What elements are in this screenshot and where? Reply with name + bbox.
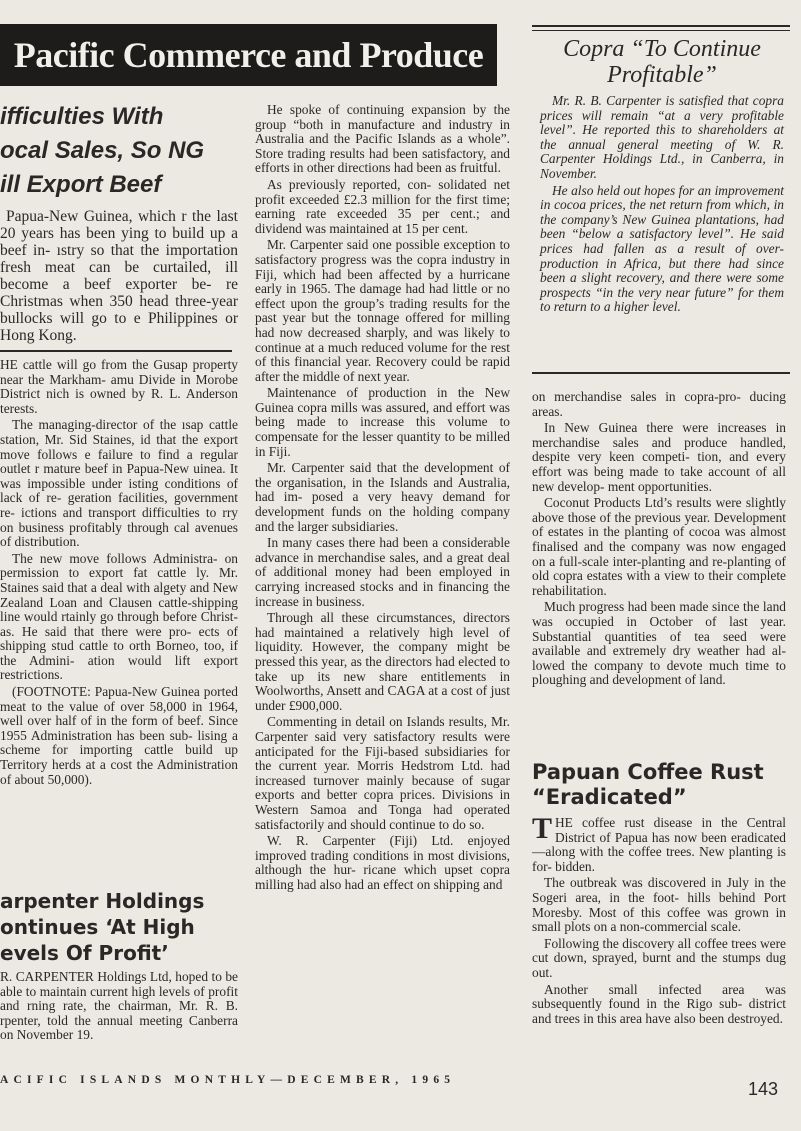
copra-paragraph-1: Mr. R. B. Carpenter is satisfied that copra prices will remain “at a very profitable level”. He reported this to shareholders at the annual general meeting of W. R. Carpenter Holdings Ltd., in Canberra, in November. xyxy=(540,93,784,181)
beef-paragraph-4: (FOOTNOTE: Papua-New Guinea ported meat to the value of over 58,000 in 1964, well over half of in the form of beef. Since 1955 Administration has been sub- lising a scheme for importing cattle build up Territory herds at a cost the Administration of about 50,000). xyxy=(0,684,238,787)
middle-paragraph-7: Through all these circumstances, directors had maintained a relatively high level of liquidity. However, the company might be pressed this year, as the directors had elected to take up its new share entitlements in Woolworths, Ansett and CAGA at a cost of just under £900,000. xyxy=(255,610,510,713)
beef-lead-divider xyxy=(0,350,232,352)
page-number: 143 xyxy=(748,1079,779,1099)
middle-paragraph-9: W. R. Carpenter (Fiji) Ltd. enjoyed improved trading conditions in most divisions, although the hur- ricane which upset copra milling had also had an effect on shipping and xyxy=(255,833,510,892)
middle-paragraph-3: Mr. Carpenter said one possible exception to satisfactory progress was the copra industry in Fiji, which had been affected by a hurricane early in 1965. The damage had had little or no effect upon the group’s trading results for the past year but the tonnage offered for milling had now decreased sharply, and was likely to continue at a much reduced volume for the rest of this financial year. Recovery could be rapid after the middle of next year. xyxy=(255,237,510,384)
copra-headline-line-2: Profitable” xyxy=(607,62,717,88)
copra-article xyxy=(540,36,784,317)
coffee-dropcap: T xyxy=(532,812,553,845)
beef-headline-line-2: ocal Sales, So NG xyxy=(0,137,205,164)
copra-top-rule-thin xyxy=(532,30,790,31)
middle-paragraph-5: Mr. Carpenter said that the development of the organisation, in the Islands and Australia, had im- posed a very heavy demand for development funds on the holding company and the larger subsidiaries. xyxy=(255,460,510,534)
coffee-paragraph-4: Another small infected area was subsequently found in the Rigo sub- district and trees in this area have also been destroyed. xyxy=(532,981,786,1026)
beef-headline xyxy=(0,100,238,202)
carpenter-headline-line-2: ontinues ‘At High xyxy=(0,915,195,939)
carpenter-headline xyxy=(0,888,238,966)
coffee-headline xyxy=(532,760,786,810)
middle-paragraph-1: He spoke of continuing expansion by the group “both in manufacture and industry in Australia and the Pacific Islands as a whole”. Store trading results had been satisfactory, and efforts in other directions had been as fruitful. xyxy=(255,102,510,176)
carpenter-paragraph-1: R. CARPENTER Holdings Ltd, hoped to be able to maintain current high levels of profit and rning rate, the chairman, Mr. R. B. rpenter, told the annual meeting Canberra on November 19. xyxy=(0,969,238,1043)
beef-paragraph-2: The managing-director of the ısap cattle station, Mr. Sid Staines, id that the export move follows e failure to find a regular outlet r mature beef in Papua-New uinea. It was impossible under isting conditions of lack of re- geration facilities, government re- ictions and transport difficulties to rry on business profitably through cal avenues of distribution. xyxy=(0,417,238,550)
right-paragraph-1: on merchandise sales in copra-pro- ducing areas. xyxy=(532,389,786,419)
carpenter-headline-line-1: arpenter Holdings xyxy=(0,889,205,913)
beef-paragraph-3: The new move follows Administra- on permission to export fat cattle ly. Mr. Staines said that a deal with algety and New Zealand Loan and Clausen cattle-shipping line would rtainly go through before Christ- as. He said that there were pro- ects of shipping stud cattle to orth Borneo, too, if the Admini- ation would lift export restrictions. xyxy=(0,550,238,683)
right-paragraph-3: Coconut Products Ltd’s results were slightly above those of the previous year. Development of estates in the planting of cocoa was almost finalised and the company was now engaged on a full-scale inter-planting and re-planting of old copra estates with a view to their complete rehabilitation. xyxy=(532,495,786,598)
carpenter-continued-column xyxy=(255,103,510,894)
copra-bottom-rule xyxy=(532,372,790,374)
carpenter-article xyxy=(0,888,238,1045)
copra-paragraph-2: He also held out hopes for an improvement in cocoa prices, the net return from which, in the company’s New Guinea plantations, had been “below a satisfactory level”. He said prices had fallen as a result of over- production in Africa, but there had since been a slight recovery, and there were some prospects “in the very near future” for them to return to a higher level. xyxy=(540,182,784,315)
carpenter-continued-right xyxy=(532,390,786,690)
page-footer: ACIFIC ISLANDS MONTHLY—DECEMBER, 1965 xyxy=(0,1074,456,1086)
beef-lead: Papua-New Guinea, which r the last 20 years has been ying to build up a beef in- ıstry so that the importation fresh meat can be curtailed, ill become a beef exporter be- re Christmas when 350 head three-year bullocks will go to e Philippines or Hong Kong. xyxy=(0,208,238,344)
coffee-paragraph-1-text: HE coffee rust disease in the Central District of Papua has now been eradicated—along with the coffee trees. New planting is for- bidden. xyxy=(532,815,786,874)
beef-paragraph-1: HE cattle will go from the Gusap property near the Markham- amu Divide in Morobe District nich is owned by R. L. Anderson terests. xyxy=(0,357,238,416)
coffee-paragraph-1 xyxy=(532,812,786,874)
right-paragraph-4: Much progress had been made since the land was occupied in October of last year. Substantial quantities of tea seed were available and extremely dry weather had al- lowed the company to devote much time to ploughing and development of land. xyxy=(532,599,786,688)
middle-paragraph-8: Commenting in detail on Islands results, Mr. Carpenter said very satisfactory results were anticipated for the Fiji-based subsidiaries for the current year. Morris Hedstrom Ltd. had increased turnover mainly because of sugar exports and better copra prices. Divisions in Western Samoa and Tonga had operated satisfactorily and should continue to do so. xyxy=(255,714,510,832)
coffee-article xyxy=(532,760,786,1028)
coffee-headline-line-2: “Eradicated” xyxy=(532,785,687,809)
copra-headline-line-1: Copra “To Continue xyxy=(563,36,761,62)
copra-headline xyxy=(540,36,784,88)
coffee-headline-line-1: Papuan Coffee Rust xyxy=(532,760,764,784)
masthead: Pacific Commerce and Produce xyxy=(0,24,497,86)
beef-headline-line-1: ifficulties With xyxy=(0,103,164,130)
middle-paragraph-4: Maintenance of production in the New Guinea copra mills was assured, and effort was being made to increase this volume to compensate for the lesser quantity to be milled in Fiji. xyxy=(255,385,510,459)
right-paragraph-2: In New Guinea there were increases in merchandise sales and produce handled, despite very keen competi- tion, and every effort was being made to take account of all new develop- ment opportunities. xyxy=(532,420,786,494)
middle-paragraph-2: As previously reported, con- solidated net profit exceeded £2.3 million for the first time; earning rate exceeded 35 per cent.; and dividend was maintained at 15 per cent. xyxy=(255,176,510,236)
middle-paragraph-6: In many cases there had been a considerable advance in merchandise sales, and a great deal of additional money had been employed in carrying increased stocks and in financing the increase in business. xyxy=(255,535,510,609)
beef-headline-line-3: ill Export Beef xyxy=(0,171,162,198)
copra-top-rule xyxy=(532,25,790,27)
beef-article xyxy=(0,100,238,789)
coffee-paragraph-2: The outbreak was discovered in July in the Sogeri area, in the foot- hills behind Port Moresby. Most of this coffee was grown in small plots on a non-commercial scale. xyxy=(532,875,786,935)
coffee-paragraph-3: Following the discovery all coffee trees were cut down, sprayed, burnt and the stumps dug out. xyxy=(532,935,786,980)
carpenter-headline-line-3: evels Of Profit’ xyxy=(0,941,169,965)
